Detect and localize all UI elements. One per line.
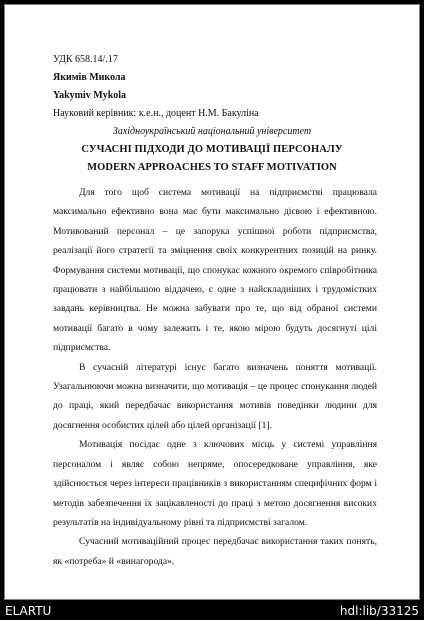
- body-text: [53, 183, 377, 571]
- supervisor-line: Науковий керівник: к.е.н., доцент Н.М. Бакуліна: [53, 108, 259, 119]
- author-name-uk: Якимів Микола: [53, 72, 126, 83]
- footer-bar: [0, 600, 424, 620]
- paper-title-en: MODERN APPROACHES TO STAFF MOTIVATION: [87, 162, 337, 173]
- paragraph: Мотивація посідає одне з ключових місць у системі управління персоналом і являє собою непряме, опосередковане управління, яке здійснюється через інтереси працівників з використанням специфічних форм і методів забезпечення їх зацікавленості до праці з метою досягнення високих результатів на індивідуальному рівні та підприємстві загалом.: [53, 439, 377, 528]
- university-name: Західноукраїнський національний університет: [112, 126, 312, 137]
- document-content: [5, 5, 419, 599]
- paragraph: Сучасний мотиваційний процес передбачає використання таких понять, як «потреба» й «винагорода».: [53, 536, 377, 567]
- udc-code: УДК 658.14/.17: [53, 54, 118, 65]
- handle-identifier: hdl:lib/33125: [339, 604, 419, 618]
- author-name-en: Yakymiv Mykola: [53, 90, 127, 101]
- paragraph: Для того щоб система мотивації на підприємстві працювала максимально ефективно вона має бути максимально дієвою і ефективною. Мотивований персонал – це запорука успішної роботи підприємства, реалізації його стратегії та зміцнення своїх конкурентних позицій на ринку. Формування системи мотивації, що спонукає кожного окремого співробітника працювати з найбільшою віддачею, є одне з найскладніших і трудомістких завдань керівництва. Не можна забувати про те, що від обраної системи мотивації багато в чому залежить і те, якою мірою будуть досягнуті цілі підприємства.: [53, 187, 377, 354]
- paragraph: В сучасній літературі існує багато визначень поняття мотивації. Узагальнюючи можна визначити, що мотивація – це процес спонукання людей до праці, який передбачає використання мотивів поведінки людини для досягнення особистих цілей або цілей організації [1].: [53, 361, 377, 431]
- document-page: [4, 4, 420, 600]
- paper-title-uk: СУЧАСНІ ПІДХОДИ ДО МОТИВАЦІЇ ПЕРСОНАЛУ: [81, 144, 343, 155]
- repository-name: ELARTU: [5, 604, 52, 618]
